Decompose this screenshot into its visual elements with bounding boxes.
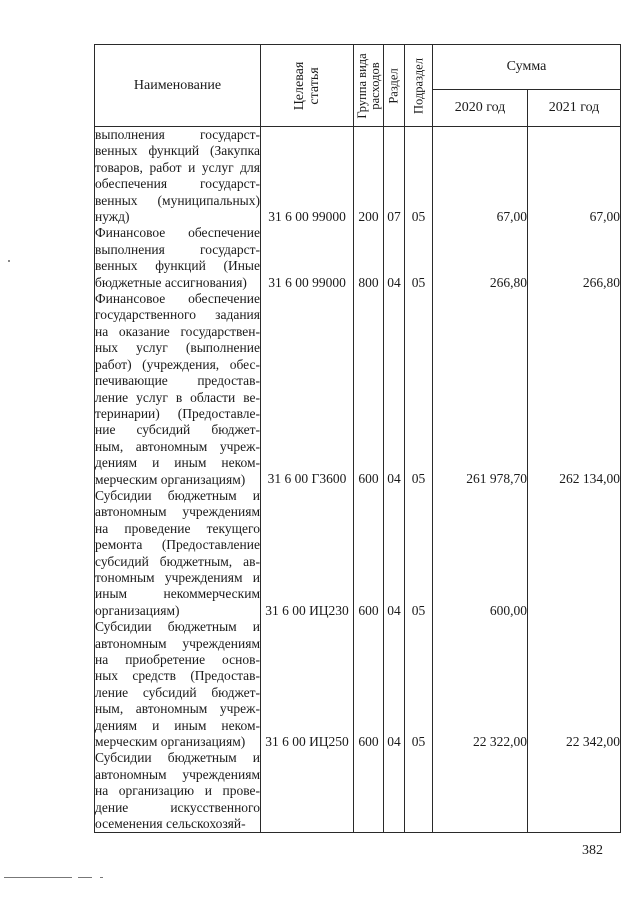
row-name-line: теринарии) (Предоставле- [95, 405, 260, 421]
row-expense-group-cell [354, 225, 384, 291]
row-section: 04 [387, 733, 401, 749]
row-subsection: 05 [411, 274, 426, 290]
row-section-cell [384, 291, 405, 488]
row-subsection-cell [405, 127, 433, 226]
row-sum-2021 [528, 750, 620, 816]
row-sum-2021: 22 342,00 [566, 733, 620, 749]
row-sum-2020-cell [433, 488, 528, 619]
row-target-article: 31 6 00 Г3600 [267, 471, 347, 487]
header-section [384, 45, 405, 127]
table-row [95, 488, 621, 619]
table-row [95, 750, 621, 833]
row-name-line: ных услуг (выполнение [95, 340, 260, 356]
row-name-line: Финансовое обеспечение [95, 291, 260, 307]
row-name-line: Субсидии бюджетным и [95, 487, 260, 503]
row-target-article [261, 750, 353, 816]
row-target-article: 31 6 00 99000 [268, 274, 346, 290]
row-target-article-cell [261, 225, 354, 291]
row-sum-2020-cell [433, 291, 528, 488]
row-subsection: 05 [411, 733, 426, 749]
row-sum-2021-cell [528, 225, 621, 291]
row-subsection [405, 750, 432, 816]
header-year-2021: 2021 год [528, 90, 621, 127]
row-sum-2020-cell [433, 127, 528, 226]
row-target-article-cell [261, 619, 354, 750]
margin-mark [8, 260, 10, 262]
row-sum-2020: 600,00 [489, 602, 527, 618]
header-subsection-label: Подраздел [411, 57, 425, 114]
row-name-text [95, 619, 260, 750]
row-subsection: 05 [411, 209, 426, 224]
row-name [95, 619, 261, 750]
row-expense-group-cell [354, 750, 384, 833]
row-name-line: на организацию и прове- [95, 783, 260, 799]
row-sum-2020-cell [433, 750, 528, 833]
row-sum-2020: 261 978,70 [466, 471, 527, 487]
row-name-line: венных (муниципальных) [95, 192, 260, 208]
header-target-article-line2: статья [307, 66, 322, 105]
row-name-line: автономным учреждениям [95, 504, 260, 520]
row-name-line: мерческим организациям) [95, 734, 246, 750]
header-sum: Сумма [433, 45, 621, 90]
row-name [95, 225, 261, 291]
row-name-line: ление субсидий бюджет- [95, 684, 260, 700]
table-row [95, 127, 621, 226]
row-name-line: на приобретение основ- [95, 652, 260, 667]
row-target-article: 31 6 00 99000 [268, 209, 346, 224]
row-section: 04 [387, 274, 401, 290]
row-name-line: венных функций (Иные [95, 258, 260, 274]
row-subsection-cell [405, 750, 433, 833]
row-name-line: обеспечения государст- [95, 176, 260, 192]
footer-line [4, 877, 72, 878]
row-name-line: товаров, работ и услуг для [95, 159, 260, 175]
header-subsection [405, 45, 433, 127]
row-expense-group-cell [354, 488, 384, 619]
row-name-text [95, 488, 260, 619]
row-section: 07 [387, 209, 401, 224]
row-name-line: Финансовое обеспечение [95, 225, 260, 241]
row-sum-2021-cell [528, 291, 621, 488]
row-section: 04 [387, 471, 401, 487]
row-name-line: Субсидии бюджетным и [95, 750, 260, 766]
row-name-line: дение искусственного [95, 799, 260, 815]
row-name-line: субсидий бюджетным, ав- [95, 553, 260, 569]
header-section-label: Раздел [386, 67, 401, 104]
row-name-line: печивающие предостав- [95, 373, 260, 389]
row-section-cell [384, 488, 405, 619]
row-name-line: дениям и иным неком- [95, 455, 260, 471]
row-target-article-cell [261, 291, 354, 488]
row-expense-group: 600 [358, 471, 379, 487]
row-name-line: ление услуг в области ве- [95, 389, 260, 405]
table-row [95, 619, 621, 750]
row-expense-group: 800 [358, 274, 379, 290]
row-expense-group-cell [354, 127, 384, 226]
row-sum-2021-cell [528, 127, 621, 226]
row-name-line: венных функций (Закупка [95, 143, 260, 159]
row-name-line: ным, автономным учреж- [95, 701, 260, 717]
row-name-line: иным некоммерческим [95, 586, 260, 602]
header-expense-group-line1: Группа вида [354, 52, 369, 119]
row-section-cell [384, 750, 405, 833]
row-name-line: мерческим организациям) [95, 471, 246, 487]
row-name-line: выполнения государст- [95, 241, 260, 257]
row-name [95, 488, 261, 619]
row-expense-group-cell [354, 291, 384, 488]
row-target-article: 31 6 00 ИЦ230 [265, 602, 349, 618]
header-expense-group [354, 45, 384, 127]
row-sum-2021: 67,00 [589, 209, 620, 224]
row-sum-2020-cell [433, 619, 528, 750]
row-name-text [95, 225, 260, 291]
row-expense-group: 200 [358, 209, 379, 224]
row-name-line: ных средств (Предостав- [95, 668, 260, 684]
footer-line [78, 877, 92, 878]
header-target-article-line1: Целевая [292, 61, 307, 110]
row-name-text [95, 750, 260, 832]
row-name-line: выполнения государст- [95, 127, 260, 142]
row-sum-2021-cell [528, 619, 621, 750]
row-name-line: ным, автономным учреж- [95, 438, 260, 454]
row-name [95, 750, 261, 833]
row-name-line: работ) (учреждения, обес- [95, 356, 260, 372]
row-name-line: тономным учреждениям и [95, 569, 260, 585]
row-subsection: 05 [411, 471, 426, 487]
row-name-line: Субсидии бюджетным и [95, 619, 260, 635]
row-name-line: на оказание государствен- [95, 323, 260, 339]
table-row [95, 225, 621, 291]
row-expense-group: 600 [358, 602, 379, 618]
table-row [95, 291, 621, 488]
row-name-line: бюджетные ассигнования) [95, 274, 247, 290]
row-subsection-cell [405, 488, 433, 619]
page-number: 382 [582, 843, 603, 858]
row-section-cell [384, 225, 405, 291]
row-name-line: осеменения сельскохозяй- [95, 816, 246, 832]
row-section-cell [384, 127, 405, 226]
row-name-line: дениям и иным неком- [95, 717, 260, 733]
row-sum-2021-cell [528, 488, 621, 619]
row-name-line: на проведение текущего [95, 520, 260, 536]
row-name-line: ремонта (Предоставление [95, 537, 260, 553]
row-sum-2020 [433, 750, 527, 816]
header-year-2020: 2020 год [433, 90, 528, 127]
header-expense-group-line2: расходов [367, 61, 382, 110]
row-section [384, 750, 404, 816]
row-name-line: автономным учреждениям [95, 766, 260, 782]
row-name [95, 127, 261, 226]
row-name-line: организациям) [95, 602, 180, 618]
row-subsection: 05 [411, 602, 426, 618]
footer-line [100, 877, 103, 878]
row-sum-2020: 266,80 [489, 274, 527, 290]
row-name [95, 291, 261, 488]
row-name-line: ние субсидий бюджет- [95, 422, 260, 438]
row-target-article: 31 6 00 ИЦ250 [265, 733, 349, 749]
row-sum-2020: 22 322,00 [473, 733, 527, 749]
header-target-article [261, 45, 354, 127]
budget-table [94, 44, 621, 833]
row-sum-2021-cell [528, 750, 621, 833]
row-sum-2021: 266,80 [582, 274, 620, 290]
row-expense-group [354, 750, 383, 816]
row-name-line: государственного задания [95, 307, 260, 323]
row-section: 04 [387, 602, 401, 618]
row-subsection-cell [405, 291, 433, 488]
row-section-cell [384, 619, 405, 750]
row-name-text [95, 127, 260, 225]
row-expense-group-cell [354, 619, 384, 750]
row-subsection-cell [405, 619, 433, 750]
row-sum-2020: 67,00 [496, 209, 527, 224]
row-sum-2020-cell [433, 225, 528, 291]
row-target-article-cell [261, 127, 354, 226]
row-subsection-cell [405, 225, 433, 291]
row-expense-group: 600 [358, 733, 379, 749]
row-target-article-cell [261, 750, 354, 833]
row-sum-2021: 262 134,00 [559, 471, 620, 487]
row-sum-2021 [528, 488, 620, 603]
row-target-article-cell [261, 488, 354, 619]
row-name-line: автономным учреждениям [95, 635, 260, 651]
row-name-line: нужд) [95, 209, 130, 225]
header-name: Наименование [95, 45, 261, 127]
row-name-text [95, 291, 260, 488]
